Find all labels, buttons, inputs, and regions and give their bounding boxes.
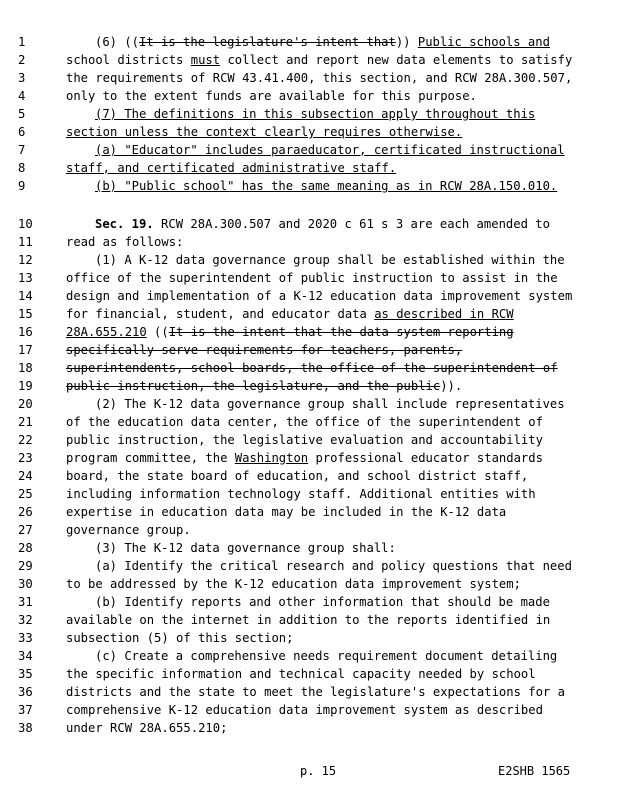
line-number: 19 — [18, 379, 33, 393]
line-text — [66, 665, 536, 683]
line-number: 16 — [18, 325, 33, 339]
bill-line — [0, 287, 618, 305]
text-segment: board, the state board of education, and school district staff, — [66, 469, 529, 483]
line-text — [95, 647, 557, 665]
line-number: 14 — [18, 289, 33, 303]
line-number: 25 — [18, 487, 33, 501]
deleted-text: specifically serve requirements for teachers, parents, — [66, 343, 463, 357]
bill-line — [0, 395, 618, 413]
line-number: 28 — [18, 541, 33, 555]
page-number: p. 15 — [300, 764, 337, 778]
text-segment: (c) Create a comprehensive needs requirement document detailing — [95, 649, 558, 663]
bill-line — [0, 629, 618, 647]
text-segment: collect and report new data elements to satisfy — [220, 53, 573, 67]
bill-line — [0, 575, 618, 593]
line-number: 18 — [18, 361, 33, 375]
line-text — [66, 69, 572, 87]
line-text — [66, 359, 558, 377]
bill-line — [0, 719, 618, 737]
bill-line — [0, 159, 618, 177]
line-text — [95, 215, 550, 233]
line-text — [66, 87, 477, 105]
line-number: 9 — [18, 179, 26, 193]
line-number: 17 — [18, 343, 33, 357]
text-segment: only to the extent funds are available for this purpose. — [66, 89, 477, 103]
text-segment: comprehensive K-12 education data improvement system as described — [66, 703, 543, 717]
line-number: 31 — [18, 595, 33, 609]
bill-line — [0, 539, 618, 557]
bill-line — [0, 557, 618, 575]
section-heading: Sec. 19. — [95, 217, 154, 231]
line-number: 32 — [18, 613, 33, 627]
line-text — [66, 485, 536, 503]
line-number: 10 — [18, 217, 33, 231]
bill-line — [0, 413, 618, 431]
line-number: 38 — [18, 721, 33, 735]
bill-line — [0, 683, 618, 701]
text-segment: school districts — [66, 53, 191, 67]
text-segment: including information technology staff. Additional entities with — [66, 487, 536, 501]
line-number: 11 — [18, 235, 33, 249]
inserted-text: must — [190, 53, 221, 67]
bill-line — [0, 305, 618, 323]
text-segment: )). — [440, 379, 463, 393]
line-number: 36 — [18, 685, 33, 699]
text-segment: for financial, student, and educator data — [66, 307, 375, 321]
line-text — [66, 341, 462, 359]
text-segment: program committee, the — [66, 451, 235, 465]
text-segment: (b) Identify reports and other information that should be made — [95, 595, 550, 609]
inserted-text: staff, and certificated administrative staff. — [66, 161, 397, 175]
bill-line — [0, 323, 618, 341]
inserted-text: as described in RCW — [374, 307, 514, 321]
line-number: 21 — [18, 415, 33, 429]
line-text — [66, 377, 462, 395]
bill-line — [0, 105, 618, 123]
line-number: 33 — [18, 631, 33, 645]
line-text — [66, 123, 462, 141]
deleted-text: It is the legislature's intent that — [139, 35, 396, 49]
line-text — [66, 51, 572, 69]
line-text — [95, 141, 565, 159]
text-segment: (( — [146, 325, 169, 339]
text-segment: expertise in education data may be included in the K-12 data — [66, 505, 507, 519]
bill-line — [0, 467, 618, 485]
bill-line — [0, 33, 618, 51]
text-segment: RCW 28A.300.507 and 2020 c 61 s 3 are each amended to — [153, 217, 550, 231]
bill-line — [0, 359, 618, 377]
line-text — [66, 683, 565, 701]
line-number: 26 — [18, 505, 33, 519]
line-number: 35 — [18, 667, 33, 681]
text-segment: (1) A K-12 data governance group shall be established within the — [95, 253, 565, 267]
bill-line — [0, 485, 618, 503]
bill-line — [0, 123, 618, 141]
inserted-text: section unless the context clearly requires otherwise. — [66, 125, 463, 139]
bill-line — [0, 141, 618, 159]
bill-identifier: E2SHB 1565 — [498, 764, 571, 778]
inserted-text: (b) "Public school" has the same meaning as in RCW 28A.150.010. — [95, 179, 558, 193]
inserted-text: (a) "Educator" includes paraeducator, certificated instructional — [95, 143, 565, 157]
line-number: 27 — [18, 523, 33, 537]
bill-line — [0, 503, 618, 521]
line-number: 15 — [18, 307, 33, 321]
text-segment: design and implementation of a K-12 education data improvement system — [66, 289, 573, 303]
bill-line — [0, 251, 618, 269]
line-text — [66, 575, 521, 593]
bill-line — [0, 377, 618, 395]
text-segment: )) — [395, 35, 418, 49]
line-text — [66, 521, 191, 539]
line-text — [66, 611, 550, 629]
inserted-text: 28A.655.210 — [66, 325, 147, 339]
line-text — [66, 413, 543, 431]
line-text — [95, 105, 535, 123]
line-text — [95, 251, 565, 269]
line-number: 24 — [18, 469, 33, 483]
text-segment: (3) The K-12 data governance group shall: — [95, 541, 396, 555]
line-number: 7 — [18, 143, 26, 157]
text-segment: available on the internet in addition to the reports identified in — [66, 613, 551, 627]
bill-line — [0, 341, 618, 359]
bill-line — [0, 521, 618, 539]
line-text — [66, 431, 543, 449]
line-number: 13 — [18, 271, 33, 285]
text-segment: the specific information and technical capacity needed by school — [66, 667, 536, 681]
bill-line — [0, 449, 618, 467]
text-segment: read as follows: — [66, 235, 184, 249]
line-number: 5 — [18, 107, 26, 121]
line-number: 29 — [18, 559, 33, 573]
line-text — [95, 33, 550, 51]
line-number: 6 — [18, 125, 26, 139]
line-number: 4 — [18, 89, 26, 103]
bill-line — [0, 51, 618, 69]
line-text — [66, 269, 558, 287]
inserted-text: (7) The definitions in this subsection apply throughout this — [95, 107, 536, 121]
bill-line — [0, 593, 618, 611]
text-segment: under RCW 28A.655.210; — [66, 721, 228, 735]
line-number: 30 — [18, 577, 33, 591]
line-number: 2 — [18, 53, 26, 67]
text-segment: of the education data center, the office of the superintendent of — [66, 415, 543, 429]
line-number: 3 — [18, 71, 26, 85]
line-number: 22 — [18, 433, 33, 447]
text-segment: professional educator standards — [308, 451, 543, 465]
line-number: 20 — [18, 397, 33, 411]
deleted-text: It is the intent that the data system reporting — [168, 325, 514, 339]
text-segment: districts and the state to meet the legislature's expectations for a — [66, 685, 565, 699]
bill-line — [0, 87, 618, 105]
line-text — [95, 593, 550, 611]
line-text — [66, 701, 543, 719]
bill-line — [0, 269, 618, 287]
line-text — [66, 305, 514, 323]
line-text — [95, 177, 557, 195]
line-number: 8 — [18, 161, 26, 175]
bill-line — [0, 215, 618, 233]
bill-line — [0, 647, 618, 665]
bill-line — [0, 701, 618, 719]
bill-line — [0, 69, 618, 87]
bill-line — [0, 233, 618, 251]
line-text — [66, 503, 506, 521]
text-segment: the requirements of RCW 43.41.400, this section, and RCW 28A.300.507, — [66, 71, 573, 85]
line-text — [66, 323, 514, 341]
bill-line — [0, 431, 618, 449]
bill-line — [0, 611, 618, 629]
line-text — [66, 629, 293, 647]
text-segment: (2) The K-12 data governance group shall include representatives — [95, 397, 565, 411]
line-text — [66, 233, 183, 251]
line-text — [66, 287, 572, 305]
line-text — [95, 557, 572, 575]
line-text — [66, 719, 227, 737]
bill-line — [0, 177, 618, 195]
line-number: 12 — [18, 253, 33, 267]
text-segment: governance group. — [66, 523, 191, 537]
text-segment: office of the superintendent of public instruction to assist in the — [66, 271, 558, 285]
inserted-text: Public schools and — [417, 35, 550, 49]
text-segment: (6) (( — [95, 35, 140, 49]
deleted-text: public instruction, the legislature, and the public — [66, 379, 441, 393]
line-text — [66, 467, 528, 485]
line-number: 23 — [18, 451, 33, 465]
line-text — [95, 395, 565, 413]
text-segment: subsection (5) of this section; — [66, 631, 294, 645]
bill-line — [0, 665, 618, 683]
text-segment: public instruction, the legislative evaluation and accountability — [66, 433, 543, 447]
line-text — [66, 159, 396, 177]
text-segment: to be addressed by the K-12 education data improvement system; — [66, 577, 521, 591]
deleted-text: superintendents, school boards, the office of the superintendent of — [66, 361, 558, 375]
line-text — [66, 449, 543, 467]
line-text — [95, 539, 396, 557]
text-segment: (a) Identify the critical research and policy questions that need — [95, 559, 572, 573]
line-number: 37 — [18, 703, 33, 717]
line-number: 34 — [18, 649, 33, 663]
line-number: 1 — [18, 35, 26, 49]
inserted-text: Washington — [234, 451, 309, 465]
